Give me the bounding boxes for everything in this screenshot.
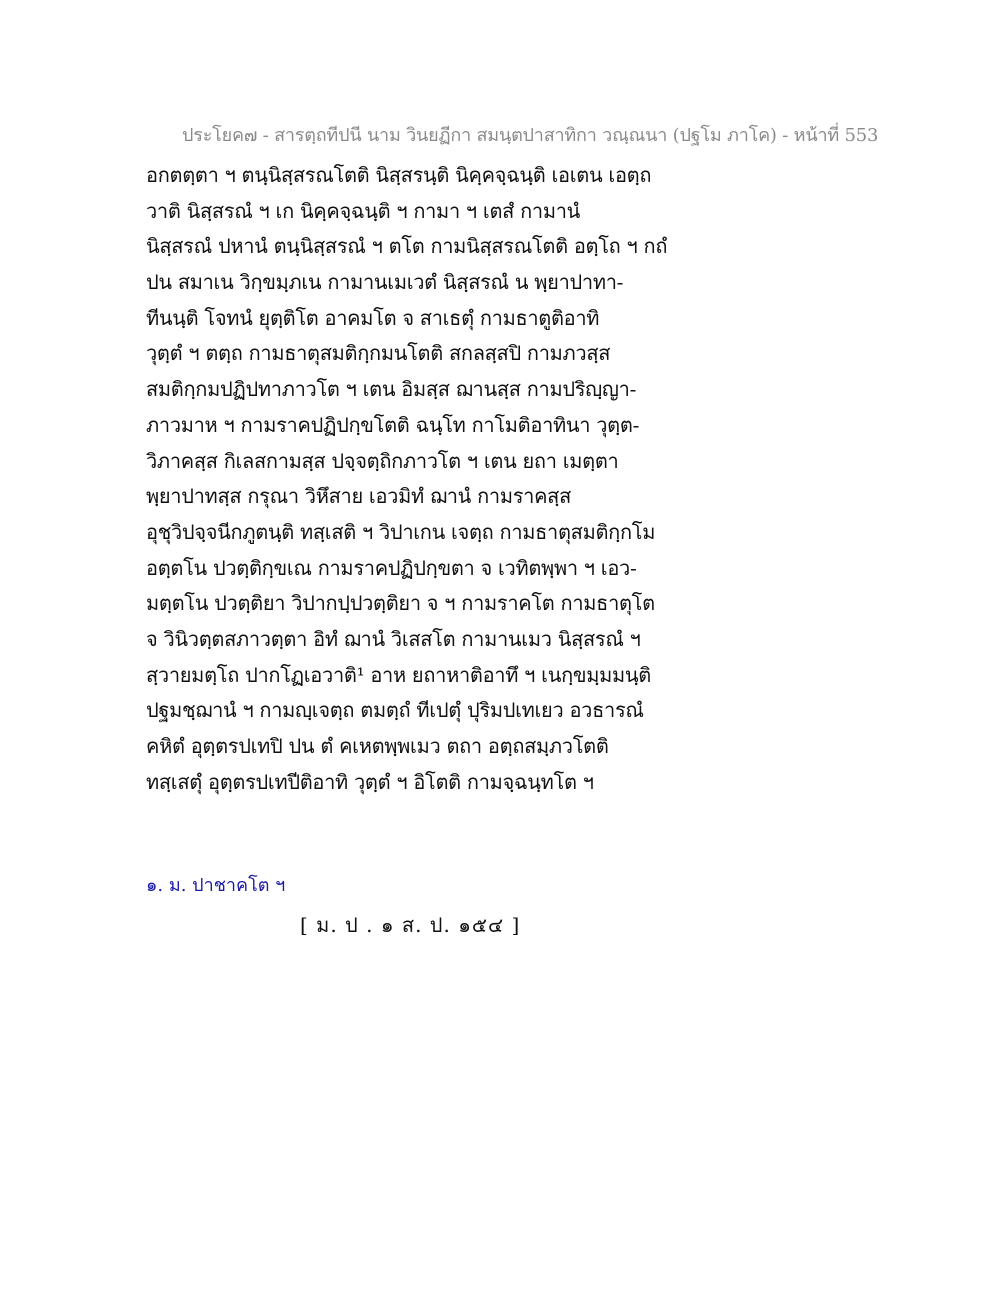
body-line-16: ปฐมชฺฌานํ ฯ กามญฺเจตฺถ ตมตฺถํ ทีเปตุํ ปุริมปเทเยว อวธารณํ <box>146 698 644 723</box>
body-line-14: จ วินิวตฺตสภาวตฺตา อิทํ ฌานํ วิเสสโต กามานเมว นิสฺสรณํ ฯ <box>146 626 641 651</box>
body-line-9: วิภาคสฺส กิเลสกามสฺส ปจฺจตฺถิกภาวโต ฯ เตน ยถา เมตฺตา <box>146 448 619 473</box>
running-header: ประโยค๗ - สารตฺถทีปนี นาม วินยฏีกา สมนฺตปาสาทิกา วณฺณนา (ปฐโม ภาโค) - หน้าที่ 553 <box>182 125 879 146</box>
body-line-13: มตฺตโน ปวตฺติยา วิปากปฺปวตฺติยา จ ฯ กามราคโต กามธาตุโต <box>146 591 655 616</box>
page-reference: [ ม. ป . ๑ ส. ป. ๑๕๔ ] <box>300 913 521 937</box>
body-line-12: อตฺตโน ปวตฺติกฺขเณ กามราคปฏิปกฺขตา จ เวทิตพฺพา ฯ เอว- <box>146 555 637 580</box>
body-line-2: วาติ นิสฺสรณํ ฯ เก นิคฺคจฺฉนฺติ ฯ กามา ฯ เตสํ กามานํ <box>146 198 581 223</box>
body-line-6: วุตฺตํ ฯ ตตฺถ กามธาตุสมติกฺกมนโตติ สกลสฺสปิ กามภวสฺส <box>146 341 611 366</box>
body-line-5: ทีนนฺติ โจทนํ ยุตฺติโต อาคมโต จ สาเธตุํ กามธาตูติอาทิ <box>146 305 600 330</box>
body-line-10: พฺยาปาทสฺส กรุณา วิหึสาย เอวมิทํ ฌานํ กามราคสฺส <box>146 484 571 509</box>
body-line-15: สฺวายมตฺโถ ปากโฏเอวาติ¹ อาห ยถาหาติอาทึ ฯ เนกฺขมฺมมนฺติ <box>146 662 651 687</box>
body-line-1: อกตตฺตา ฯ ตนฺนิสฺสรณโตติ นิสฺสรนฺติ นิคฺคจฺฉนฺติ เอเตน เอตฺถ <box>146 163 652 187</box>
footnote: ๑. ม. ปาชาคโต ฯ <box>146 875 286 896</box>
body-line-8: ภาวมาห ฯ กามราคปฏิปกฺขโตติ ฉนฺโท กาโมติอาทินา วุตฺต- <box>146 412 640 437</box>
body-line-4: ปน สมาเน วิกฺขมฺภเน กามานเมเวตํ นิสฺสรณํ น พฺยาปาทา- <box>146 270 624 295</box>
body-line-17: คหิตํ อุตฺตรปเทปิ ปน ตํ คเหตพฺพเมว ตถา อตฺถสมฺภวโตติ <box>146 734 609 758</box>
body-text <box>146 158 846 800</box>
body-line-18: ทสฺเสตุํ อุตฺตรปเทปีติอาทิ วุตฺตํ ฯ อิโตติ กามจฺฉนฺทโต ฯ <box>146 769 594 794</box>
body-line-7: สมติกฺกมปฏิปทาภาวโต ฯ เตน อิมสฺส ฌานสฺส กามปริญฺญา- <box>146 377 637 402</box>
body-line-11: อุชุวิปจฺจนีกภูตนฺติ ทสฺเสติ ฯ วิปาเกน เจตฺถ กามธาตุสมติกฺกโม <box>146 519 656 544</box>
body-line-3: นิสฺสรณํ ปหานํ ตนฺนิสฺสรณํ ฯ ตโต กามนิสฺสรณโตติ อตฺโถ ฯ กถํ <box>146 234 668 259</box>
